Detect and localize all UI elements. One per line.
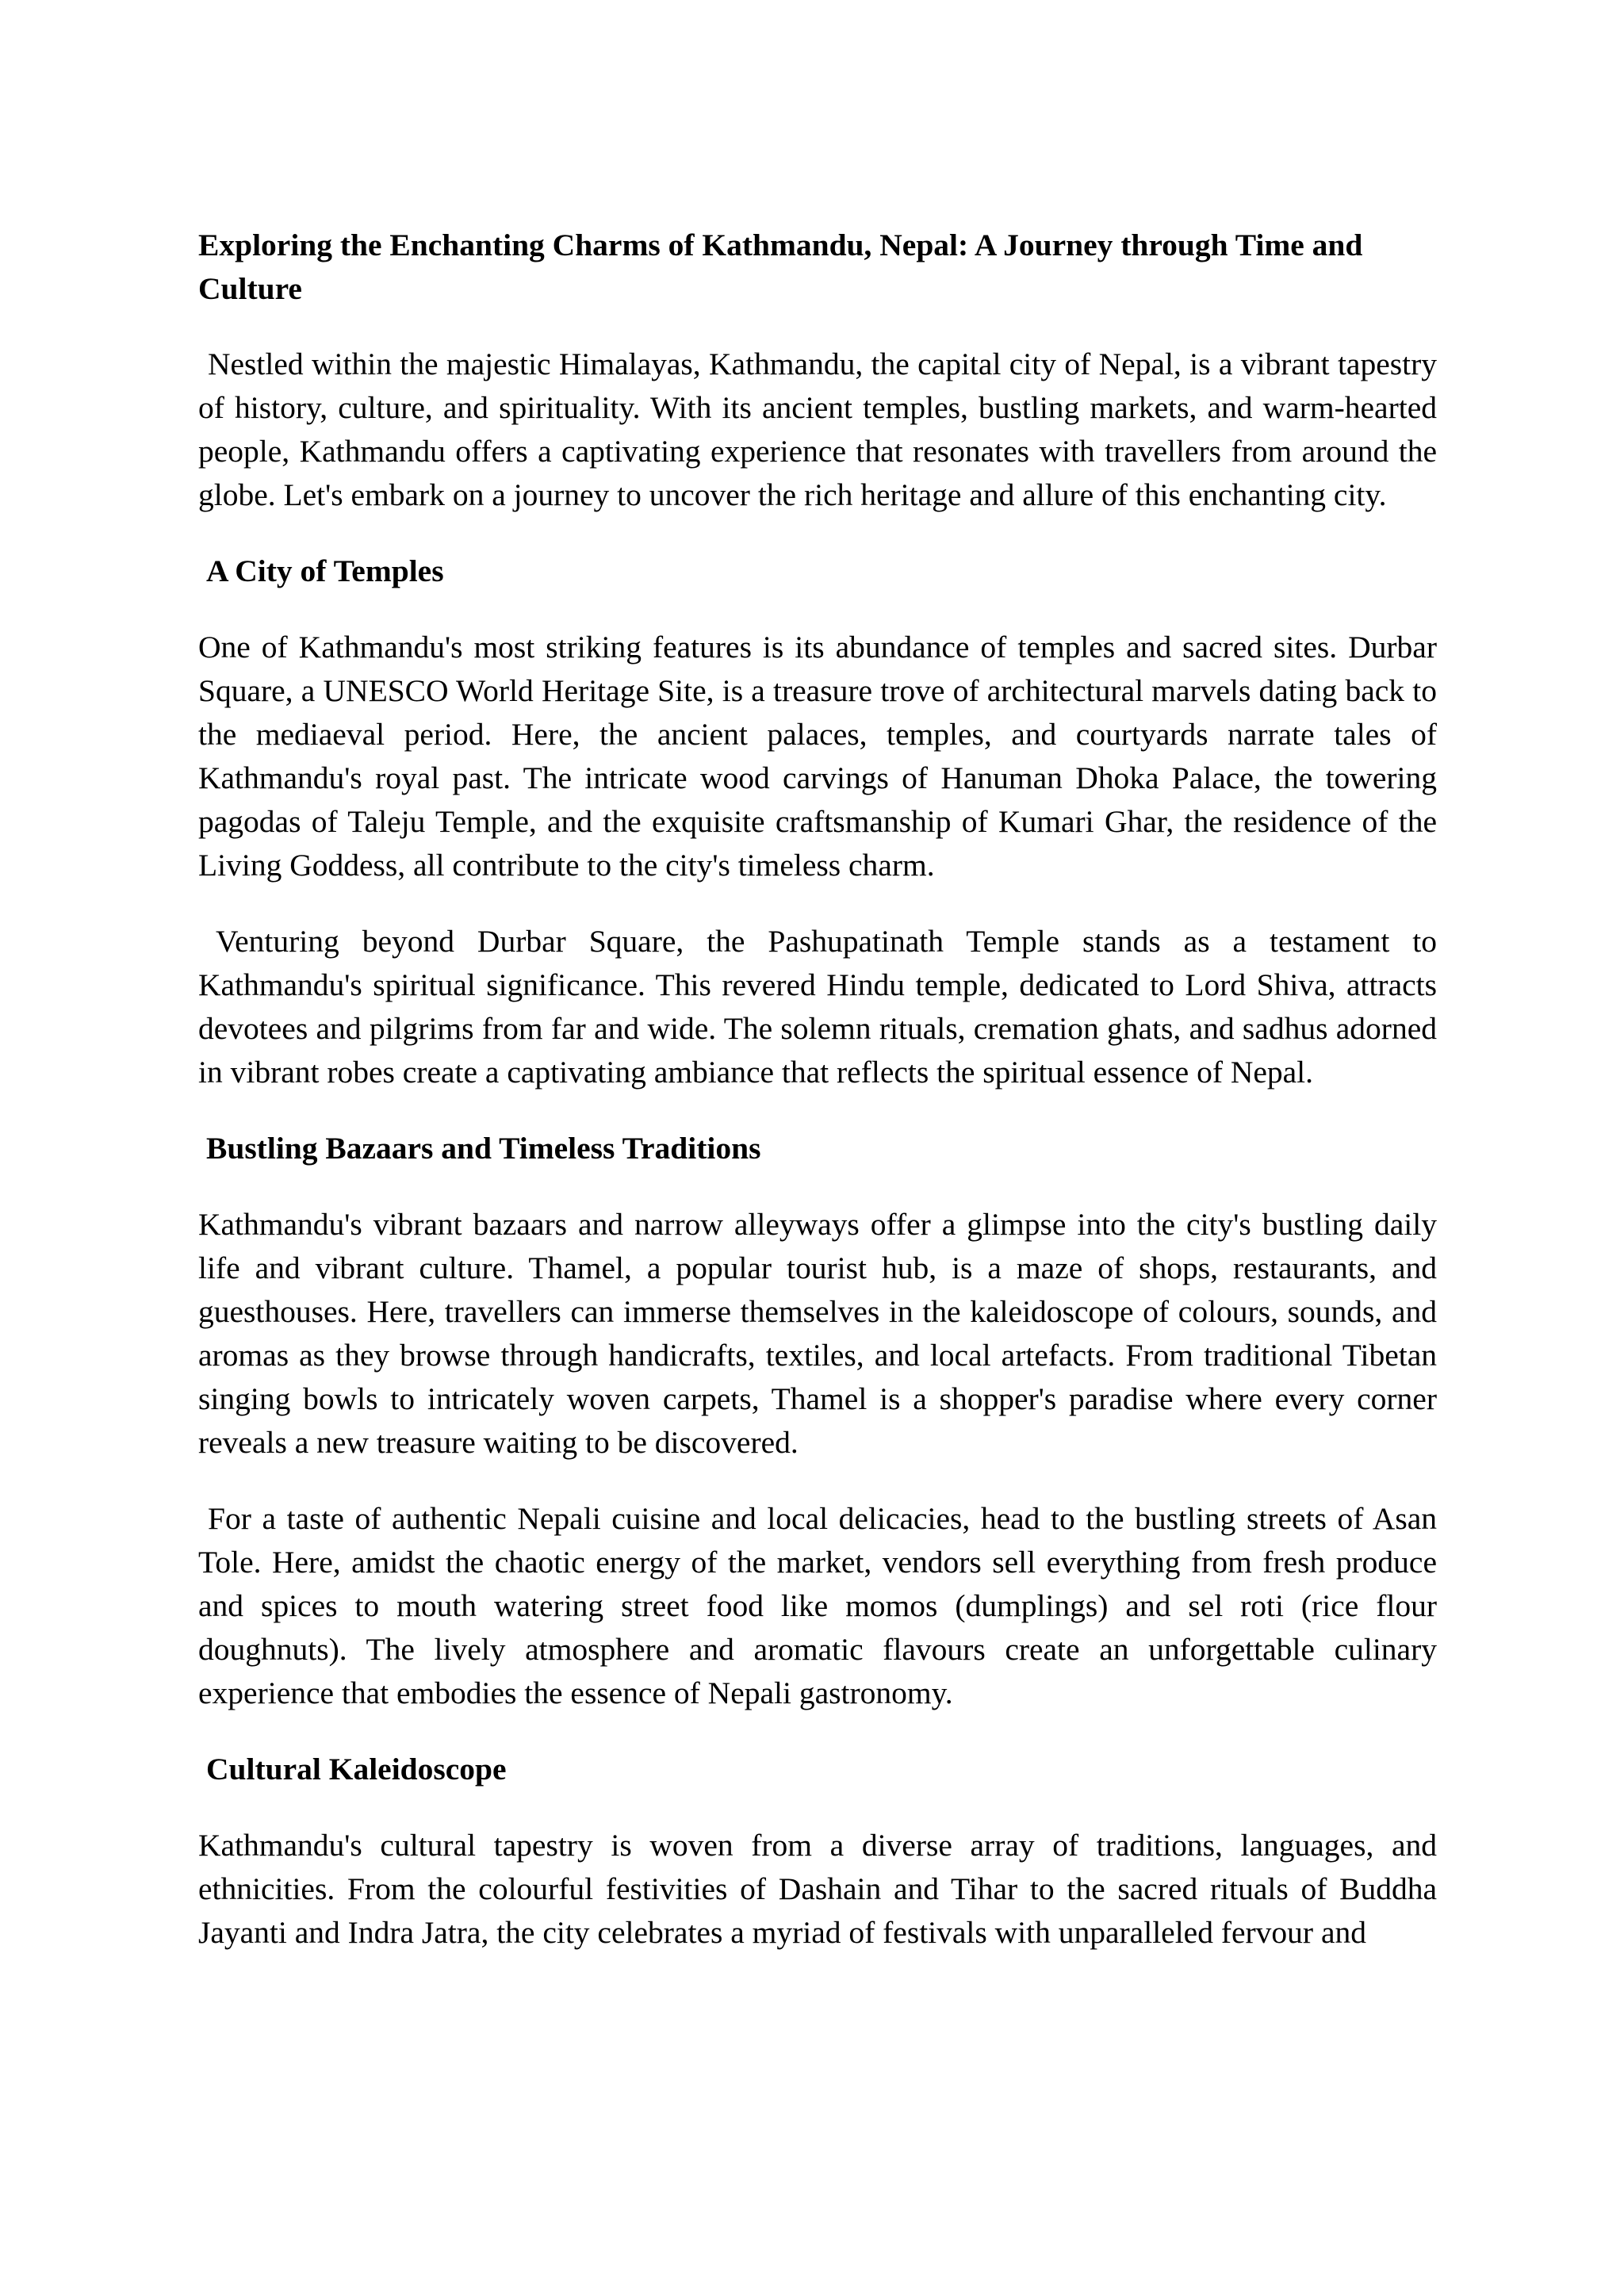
section-heading-temples: A City of Temples: [206, 553, 444, 588]
document-page: [198, 224, 1437, 1987]
bazaars-paragraph-2: For a taste of authentic Nepali cuisine and local delicacies, head to the bustling streets of Asan Tole. Here, amidst the chaotic energy of the market, vendors sell everything from fresh produce and spices to mouth watering street food like momos (dumplings) and sel roti (rice flour doughnuts). The lively atmosphere and aromatic flavours create an unforgettable culinary experience that embodies the essence of Nepali gastronomy.: [198, 1501, 1437, 1710]
intro-paragraph: Nestled within the majestic Himalayas, Kathmandu, the capital city of Nepal, is a vibrant tapestry of history, culture, and spirituality. With its ancient temples, bustling markets, and warm-hearted people, Kathmandu offers a captivating experience that resonates with travellers from around the globe. Let's embark on a journey to uncover the rich heritage and allure of this enchanting city.: [198, 347, 1437, 512]
culture-paragraph-1: Kathmandu's cultural tapestry is woven from a diverse array of traditions, languages, and ethnicities. From the colourful festivities of Dashain and Tihar to the sacred rituals of Buddha Jayanti and Indra Jatra, the city celebrates a myriad of festivals with unparalleled fervour and: [198, 1828, 1437, 1950]
section-heading-bazaars: Bustling Bazaars and Timeless Traditions: [206, 1131, 761, 1166]
bazaars-paragraph-1: Kathmandu's vibrant bazaars and narrow alleyways offer a glimpse into the city's bustling daily life and vibrant culture. Thamel, a popular tourist hub, is a maze of shops, restaurants, and guesthouses. Here, travellers can immerse themselves in the kaleidoscope of colours, sounds, and aromas as they browse through handicrafts, textiles, and local artefacts. From traditional Tibetan singing bowls to intricately woven carpets, Thamel is a shopper's paradise where every corner reveals a new treasure waiting to be discovered.: [198, 1207, 1437, 1460]
temples-paragraph-2: Venturing beyond Durbar Square, the Pashupatinath Temple stands as a testament to Kathmandu's spiritual significance. This revered Hindu temple, dedicated to Lord Shiva, attracts devotees and pilgrims from far and wide. The solemn rituals, cremation ghats, and sadhus adorned in vibrant robes create a captivating ambiance that reflects the spiritual essence of Nepal.: [198, 924, 1437, 1090]
section-heading-culture: Cultural Kaleidoscope: [206, 1752, 507, 1787]
temples-paragraph-1: One of Kathmandu's most striking features is its abundance of temples and sacred sites. Durbar Square, a UNESCO World Heritage Site, is a treasure trove of architectural marvels dating back to the mediaeval period. Here, the ancient palaces, temples, and courtyards narrate tales of Kathmandu's royal past. The intricate wood carvings of Hanuman Dhoka Palace, the towering pagodas of Taleju Temple, and the exquisite craftsmanship of Kumari Ghar, the residence of the Living Goddess, all contribute to the city's timeless charm.: [198, 630, 1437, 883]
document-title: Exploring the Enchanting Charms of Kathmandu, Nepal: A Journey through Time and Culture: [198, 228, 1363, 306]
